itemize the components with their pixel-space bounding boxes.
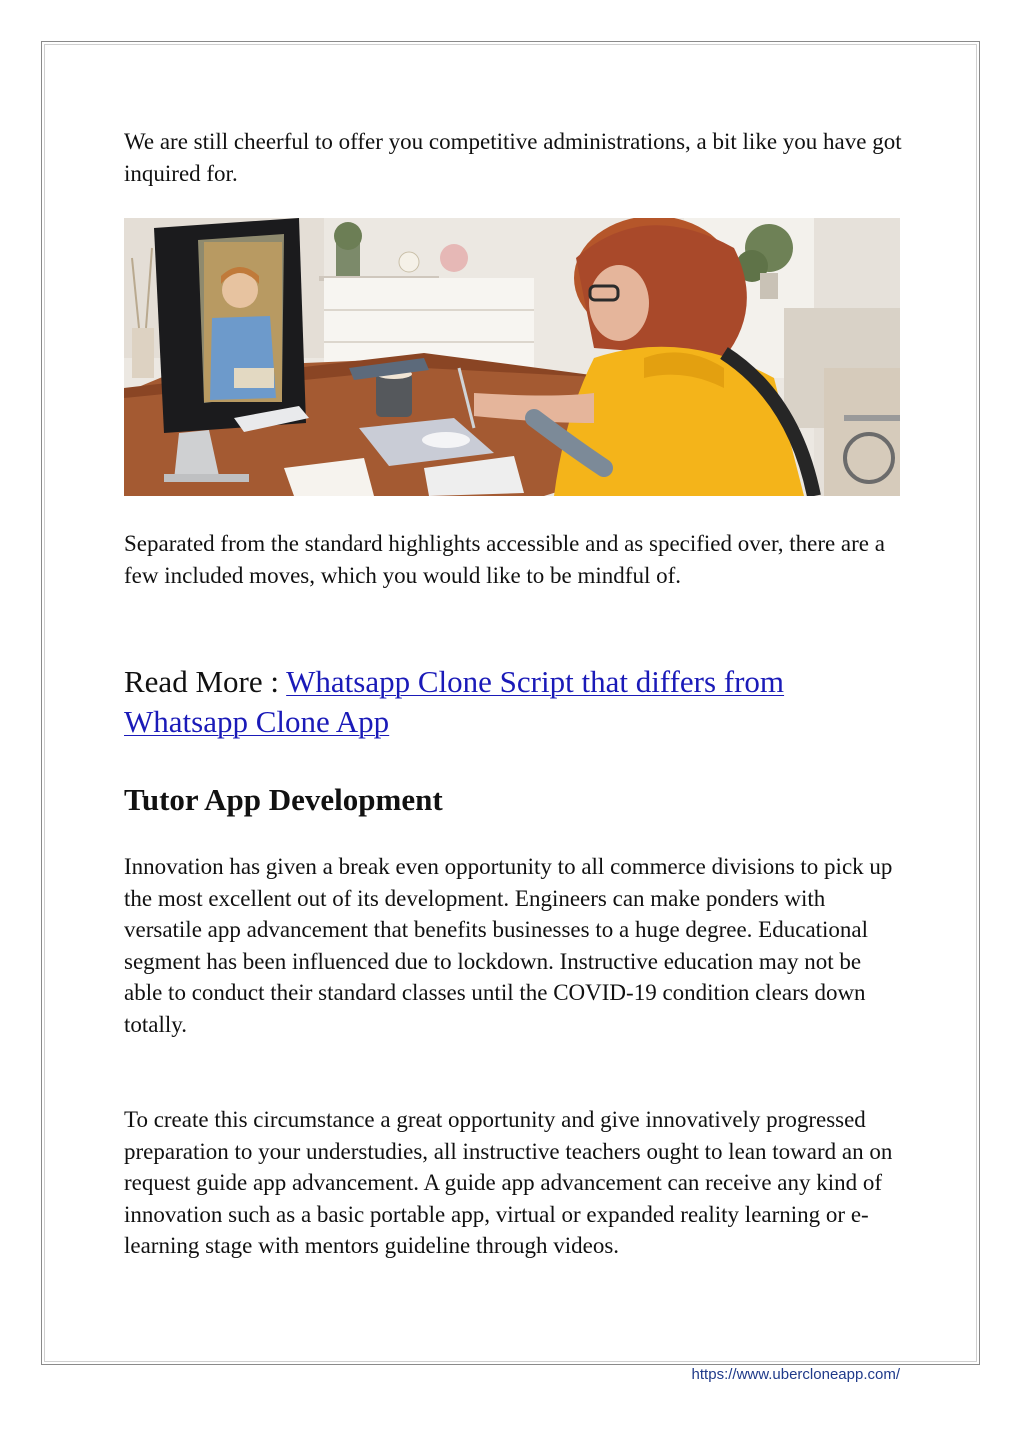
intro-paragraph: We are still cheerful to offer you competitive administrations, a bit like you have got inquired for.	[124, 129, 902, 186]
read-more-line	[124, 662, 904, 742]
features-paragraph: Separated from the standard highlights accessible and as specified over, there are a few included moves, which you would like to be mindful of.	[124, 531, 885, 588]
footer-url[interactable]: https://www.ubercloneapp.com/	[691, 1366, 900, 1383]
read-more-link[interactable]: Whatsapp Clone Script that differs from Whatsapp Clone App	[124, 664, 785, 739]
innovation-paragraph: Innovation has given a break even opportunity to all commerce divisions to pick up the most excellent out of its development. Engineers can make ponders with versatile app advancement that benefits businesses to a huge degree. Educational segment has been influenced due to lockdown. Instructive education may not be able to conduct their standard classes until the COVID-19 condition clears down totally.	[124, 854, 893, 1037]
tutor-video-call-photo	[124, 218, 900, 496]
section-heading: Tutor App Development	[124, 782, 443, 817]
read-more-prefix: Read More :	[124, 664, 287, 699]
opportunity-paragraph: To create this circumstance a great opportunity and give innovatively progressed preparation to your understudies, all instructive teachers ought to lean toward an on request guide app advancement. A guide app advancement can receive any kind of innovation such as a basic portable app, virtual or expanded reality learning or e-learning stage with mentors guideline through videos.	[124, 1107, 893, 1258]
